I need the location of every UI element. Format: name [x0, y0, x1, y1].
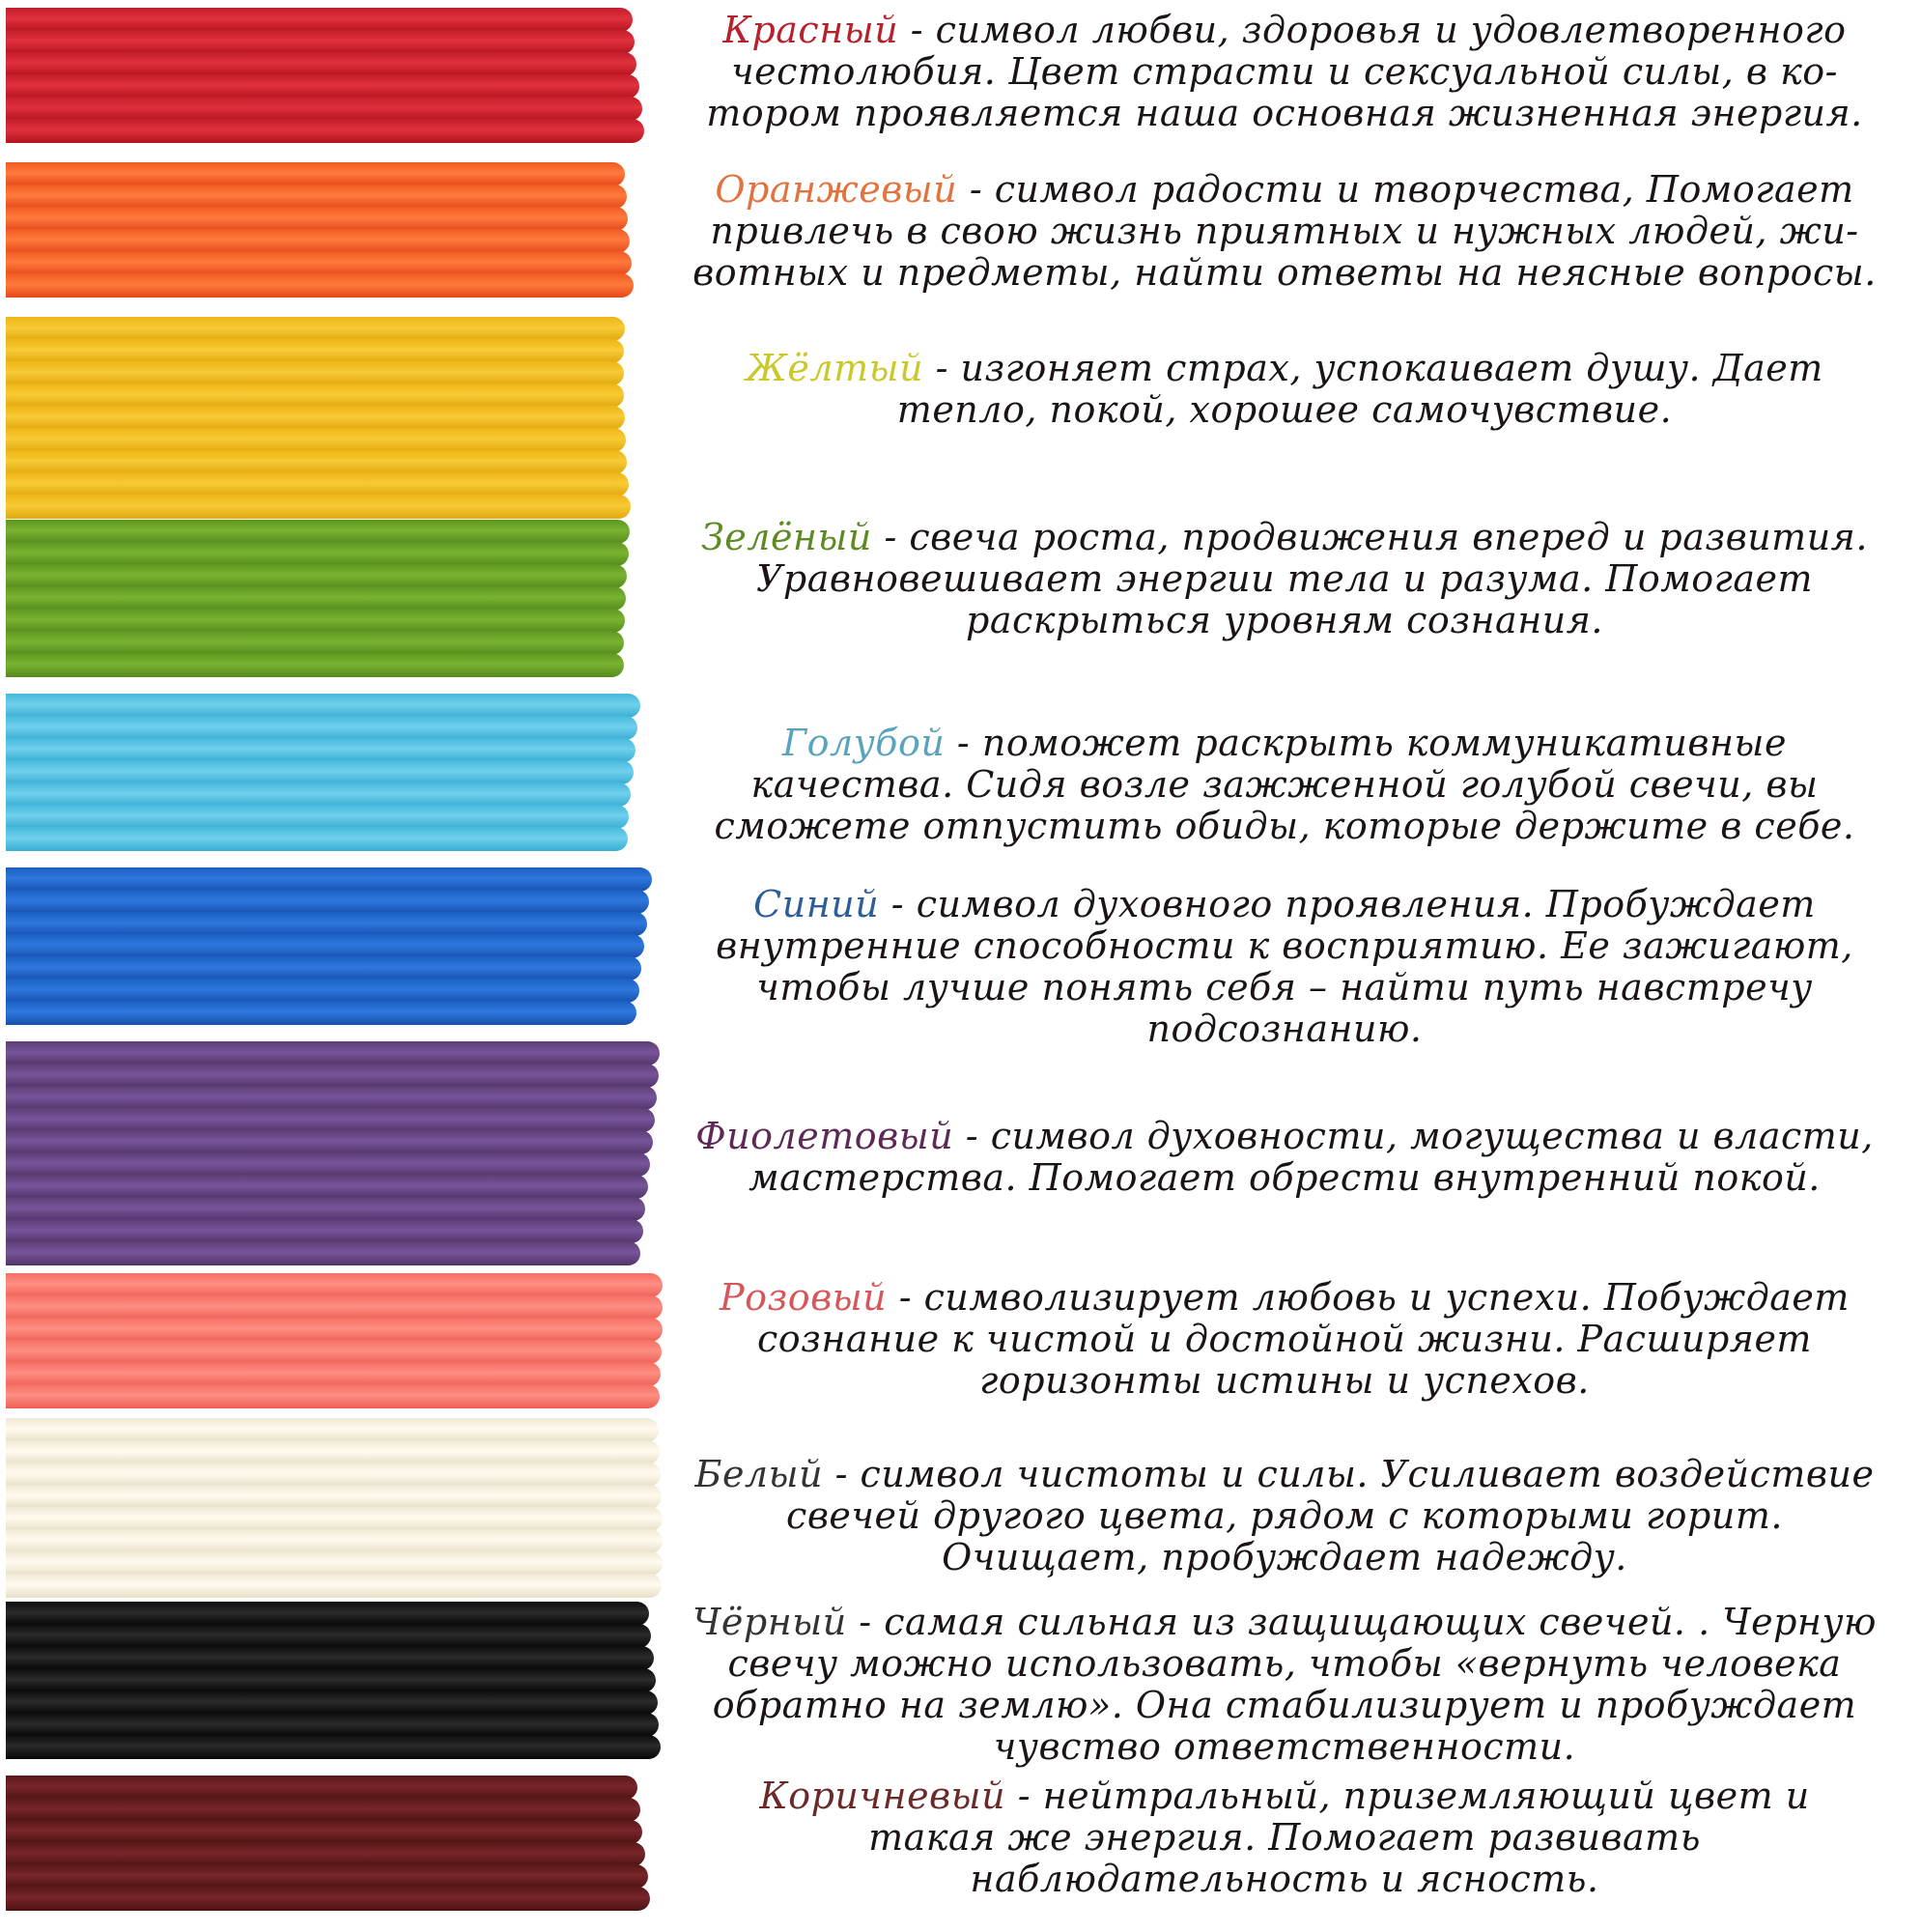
candle-rod [6, 1108, 655, 1132]
candle-rod [6, 716, 637, 740]
description-line: самая сильная из защищающих свечей. . Черную [884, 1601, 1877, 1643]
candle-rod [6, 1842, 645, 1866]
candle-rod [6, 586, 626, 611]
description-line: сознание к чистой и достойной жизни. Расширяет [757, 1318, 1812, 1360]
candle-rod [6, 74, 639, 99]
entry-pink [666, 1277, 1903, 1402]
candle-rod [6, 542, 629, 566]
candle-rod [6, 760, 634, 784]
separator: - [953, 1115, 991, 1157]
candle-rod [6, 339, 624, 363]
color-name: Зелёный [701, 516, 872, 558]
description-line: привлечь в свою жизнь приятных и нужных людей, жи- [710, 210, 1859, 252]
candle-rod [6, 1602, 649, 1626]
description-line: сможете отпустить обиды, которые держите в себе. [714, 805, 1855, 847]
candle-rod [6, 1820, 642, 1844]
description-line: раскрыться уровням сознания. [966, 599, 1603, 641]
description-line: символ духовного проявления. Пробуждает [916, 883, 1816, 925]
candle-rod [6, 1735, 661, 1759]
candle-rod [6, 805, 629, 829]
candle-rod [6, 1001, 636, 1025]
candle-rod [6, 1887, 650, 1911]
entry-white [666, 1454, 1903, 1578]
candle-rod [6, 1574, 662, 1598]
description-line: тором проявляется наша основная жизненная энергия. [706, 92, 1863, 134]
separator: - [923, 347, 961, 389]
description-line: качества. Сидя возле зажженной голубой свечи, вы [750, 763, 1819, 806]
candle-rod [6, 472, 629, 497]
candle-rod [6, 1175, 648, 1199]
color-name: Коричневый [759, 1775, 1006, 1817]
entry-green [666, 517, 1903, 641]
candle-rod [6, 273, 634, 298]
candle-rod [6, 979, 639, 1003]
description-line: обратно на землю». Она стабилизирует и пробуждает [712, 1684, 1857, 1726]
entry-orange [666, 169, 1903, 294]
color-name: Чёрный [692, 1601, 847, 1643]
candle-rod [6, 428, 626, 452]
description-line: мастерства. Помогает обрести внутренний покой. [749, 1156, 1821, 1199]
candle-rod [6, 1551, 663, 1576]
color-name: Фиолетовый [695, 1115, 954, 1157]
candle-rod [6, 1362, 661, 1386]
candle-rod [6, 1064, 659, 1088]
entry-red [666, 10, 1903, 134]
description-line: символизирует любовь и успехи. Побуждает [923, 1276, 1850, 1319]
candle-rod [6, 564, 627, 588]
candle-rod [6, 406, 625, 430]
separator: - [846, 1601, 885, 1643]
separator: - [957, 168, 995, 211]
candle-rod [6, 1295, 663, 1320]
candle-rod [6, 631, 624, 655]
candle-rod [6, 1241, 640, 1265]
separator: - [898, 9, 936, 51]
candle-rod [6, 912, 647, 936]
candle-rod [6, 1219, 643, 1243]
description-line: поможет раскрыть коммуникативные [981, 722, 1787, 764]
candle-rod [6, 384, 624, 408]
entry-lightblue [666, 723, 1903, 847]
color-name: Розовый [720, 1276, 888, 1319]
candle-rod [6, 1507, 663, 1531]
candle-rod [6, 1273, 663, 1297]
color-name: Синий [753, 883, 880, 925]
candle-rod [6, 450, 627, 474]
description-line: символ любви, здоровья и удовлетворенного [935, 9, 1847, 51]
candle-rod [6, 1130, 653, 1154]
candle-bundle-image [6, 8, 672, 1928]
candle-rod [6, 185, 627, 209]
description-line: свечей другого цвета, рядом с которыми горит. [786, 1494, 1783, 1537]
candle-rod [6, 162, 625, 186]
description-line: наблюдательность и ясность. [970, 1858, 1599, 1900]
candle-rod [6, 827, 628, 851]
candle-rod [6, 317, 625, 341]
candle-rod [6, 956, 641, 980]
description-line: чтобы лучше понять себя – найти путь навстречу [756, 966, 1813, 1009]
separator: - [871, 516, 910, 558]
separator: - [879, 883, 917, 925]
description-line: горизонты истины и успехов. [979, 1359, 1590, 1402]
candle-rod [6, 782, 631, 807]
candle-rod [6, 1463, 661, 1487]
candle-rod [6, 1646, 654, 1670]
entry-brown [666, 1776, 1903, 1900]
description-line: чувство ответственности. [993, 1725, 1576, 1768]
candle-rod [6, 119, 644, 143]
color-name: Красный [722, 9, 899, 51]
candle-rod [6, 1318, 663, 1342]
description-line: свечу можно использовать, чтобы «вернуть человека [727, 1642, 1842, 1685]
candle-rod [6, 653, 624, 677]
candle-rod [6, 52, 636, 76]
description-line: нейтральный, приземляющий цвет и [1042, 1775, 1810, 1817]
description-line: Очищает, пробуждает надежду. [942, 1536, 1627, 1578]
candle-rod [6, 1798, 640, 1822]
candle-rod [6, 1668, 656, 1692]
candle-rod [6, 251, 632, 275]
candle-rod [6, 1340, 662, 1364]
candle-rod [6, 8, 633, 32]
color-name: Жёлтый [746, 347, 924, 389]
candle-rod [6, 1384, 660, 1408]
description-line: такая же энергия. Помогает развивать [868, 1816, 1701, 1859]
description-line: честолюбия. Цвет страсти и сексуальной силы, в ко- [731, 50, 1838, 93]
candle-rod [6, 1529, 663, 1553]
color-name: Оранжевый [715, 168, 958, 211]
color-name: Голубой [782, 722, 946, 764]
candle-rod [6, 867, 652, 892]
candle-rod [6, 1864, 648, 1889]
separator: - [1005, 1775, 1043, 1817]
candle-rod [6, 890, 649, 914]
description-line: символ радости и творчества, Помогает [994, 168, 1854, 211]
candle-rod [6, 495, 631, 519]
entry-black [666, 1602, 1903, 1768]
candle-rod [6, 1152, 650, 1177]
entry-violet [666, 1116, 1903, 1199]
entry-blue [666, 884, 1903, 1050]
candle-rod [6, 361, 624, 385]
description-line: изгоняет страх, успокаивает душу. Дает [960, 347, 1823, 389]
candle-rod [6, 609, 625, 633]
color-name: Белый [694, 1453, 824, 1495]
candle-rod [6, 229, 630, 253]
description-line: подсознанию. [1146, 1008, 1423, 1050]
candle-rod [6, 1418, 659, 1442]
separator: - [945, 722, 982, 764]
candle-rod [6, 1713, 659, 1737]
candle-rod [6, 1624, 651, 1648]
separator: - [823, 1453, 861, 1495]
color-descriptions [666, 0, 1921, 1932]
candle-rod [6, 1485, 662, 1509]
candle-rod [6, 207, 628, 231]
description-line: символ чистоты и силы. Усиливает воздействие [860, 1453, 1875, 1495]
separator: - [887, 1276, 924, 1319]
candle-rod [6, 1776, 637, 1800]
description-line: вотных и предметы, найти ответы на неясные вопросы. [692, 251, 1877, 294]
candle-rod [6, 1041, 660, 1065]
candle-rod [6, 97, 642, 121]
candle-rod [6, 738, 636, 762]
candle-rod [6, 30, 635, 54]
description-line: внутренние способности к восприятию. Ее зажигают, [716, 924, 1853, 967]
description-line: Уравновешивает энергии тела и разума. Помогает [755, 557, 1814, 600]
candle-rod [6, 1440, 660, 1464]
entry-yellow [666, 348, 1903, 431]
candle-rod [6, 934, 644, 958]
candle-rod [6, 1197, 645, 1221]
candle-rod [6, 1690, 658, 1715]
candle-rod [6, 694, 640, 718]
description-line: символ духовности, могущества и власти, [990, 1115, 1874, 1157]
description-line: свеча роста, продвижения вперед и развития. [909, 516, 1868, 558]
candle-rod [6, 520, 630, 544]
candle-rod [6, 1086, 657, 1110]
description-line: тепло, покой, хорошее самочувствие. [896, 388, 1673, 431]
